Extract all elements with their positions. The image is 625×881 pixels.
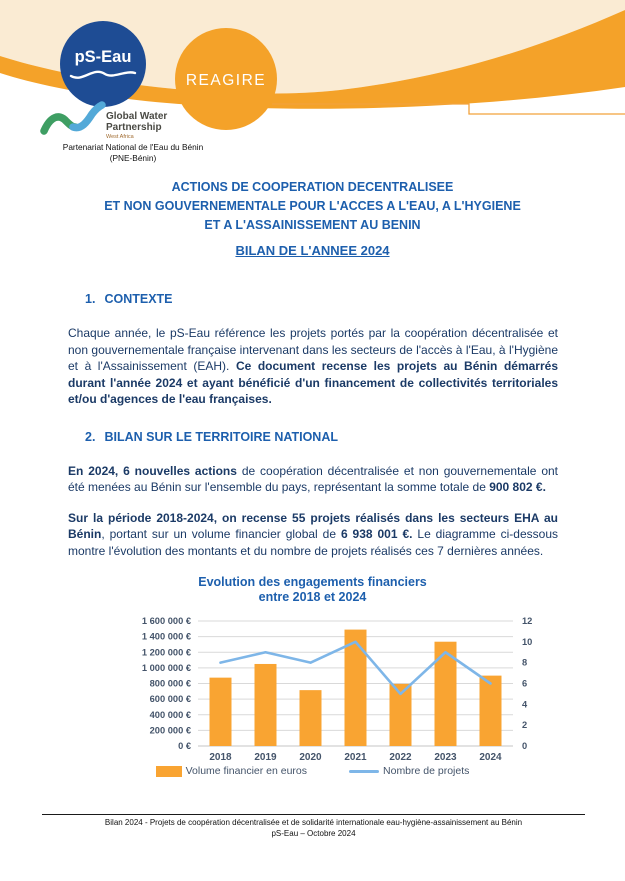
x-tick-label-2024: 2024: [478, 752, 502, 763]
y-left-tick-label: 200 000 €: [149, 725, 191, 736]
section-heading-bilan-national: [85, 430, 557, 444]
header-banner: [0, 0, 625, 170]
title-line-3: ET A L'ASSAINISSEMENT AU BENIN: [204, 218, 421, 232]
y-left-tick-label: 1 200 000 €: [141, 647, 191, 658]
reagire-logo-label: REAGIRE: [185, 72, 267, 89]
x-tick-label-2023: 2023: [433, 752, 457, 763]
gwp-name-line1: Global Water: [106, 111, 168, 122]
title-line-1: ACTIONS DE COOPERATION DECENTRALISEE: [171, 180, 454, 194]
y-left-tick-label: 0 €: [177, 741, 191, 751]
paragraph-periode-2018-2024: [68, 510, 558, 560]
y-right-tick-label: 6: [521, 678, 527, 689]
y-left-tick-label: 1 600 000 €: [141, 616, 191, 626]
legend-item-projets: [349, 765, 469, 777]
x-tick-label-2019: 2019: [253, 752, 277, 763]
y-right-tick-label: 4: [521, 699, 527, 710]
text-run-bold: 900 802 €.: [489, 480, 546, 494]
text-run: , portant sur un volume financier global de: [101, 527, 341, 541]
text-run-bold: 6 938 001 €.: [340, 527, 413, 541]
x-tick-label-2021: 2021: [343, 752, 367, 763]
page-footer: [42, 814, 585, 839]
text-run-bold: Sur la période 2018-2024, on recense 55 projets réalisés dans les secteurs EHA au Bénin: [68, 510, 558, 541]
chart-block: [0, 575, 625, 777]
paragraph-bilan-2024: [68, 463, 558, 496]
x-tick-label-2022: 2022: [388, 752, 412, 763]
chart-title-line-2: entre 2018 et 2024: [258, 590, 367, 604]
footer-line-1: Bilan 2024 - Projets de coopération décentralisée et de solidarité internationale eau-hygiène-assainissement au Bénin: [104, 818, 523, 827]
chart-legend: [0, 765, 625, 777]
bar-2018: [209, 678, 231, 746]
footer-line-2: pS-Eau – Octobre 2024: [271, 828, 356, 838]
legend-line-swatch-icon: [349, 770, 379, 773]
document-subtitle: BILAN DE L'ANNEE 2024: [235, 243, 390, 258]
section-heading-contexte: [85, 292, 557, 306]
section-label-1: CONTEXTE: [104, 292, 173, 306]
x-tick-label-2020: 2020: [298, 752, 322, 763]
x-tick-label-2018: 2018: [208, 752, 232, 763]
gwp-wave-blue-icon: [73, 105, 102, 128]
section-label-2: BILAN SUR LE TERRITOIRE NATIONAL: [104, 429, 339, 444]
text-run-bold: Ce document recense les projets au Bénin démarrés durant l'année 2024 et ayant bénéficié d'un financement de collectivités territoriales et/ou d'agences de l'eau françaises.: [68, 359, 558, 406]
legend-item-volume: [156, 765, 307, 777]
gwp-region-label: West Africa: [106, 134, 134, 140]
gwp-partner-line1: Partenariat National de l'Eau du Bénin: [62, 142, 204, 152]
y-left-tick-label: 800 000 €: [149, 678, 191, 689]
y-right-tick-label: 10: [521, 636, 532, 647]
y-right-tick-label: 0: [521, 741, 527, 751]
y-right-tick-label: 2: [521, 720, 527, 731]
gwp-partner-line2: (PNE-Bénin): [109, 153, 157, 163]
gwp-logo: [44, 105, 204, 163]
document-body: [0, 170, 625, 777]
y-left-tick-label: 600 000 €: [149, 694, 191, 705]
y-left-tick-label: 1 000 000 €: [141, 662, 191, 673]
chart-title: [0, 575, 625, 605]
text-run: Le diagramme ci-dessous montre l'évolution des montants et du nombre de projets réalisés ces 7 dernières années.: [68, 527, 558, 558]
gwp-name-line2: Partnership: [106, 122, 162, 133]
section-number-1: 1.: [85, 292, 96, 306]
title-line-2: ET NON GOUVERNEMENTALE POUR L'ACCES A L'EAU, A L'HYGIENE: [104, 199, 521, 213]
bar-2020: [299, 690, 321, 746]
legend-line-label: Nombre de projets: [383, 765, 470, 777]
legend-bar-label: Volume financier en euros: [185, 765, 308, 777]
bar-2019: [254, 664, 276, 746]
document-title: [0, 178, 625, 235]
combo-chart: [88, 611, 538, 763]
legend-bar-swatch-icon: [156, 766, 182, 777]
y-right-tick-label: 12: [521, 616, 532, 626]
bar-2024: [479, 676, 501, 746]
pseau-logo-label: pS-Eau: [74, 48, 132, 66]
text-run-bold: En 2024, 6 nouvelles actions: [68, 463, 237, 478]
bar-2021: [344, 630, 366, 746]
chart-title-line-1: Evolution des engagements financiers: [198, 575, 427, 589]
text-run: de coopération décentralisée et non gouvernementale ont été menées au Bénin sur l'ensemble du pays, représentant la somme totale de: [68, 463, 558, 494]
y-left-tick-label: 400 000 €: [149, 709, 191, 720]
section-number-2: 2.: [85, 429, 96, 444]
y-left-tick-label: 1 400 000 €: [141, 631, 191, 642]
y-right-tick-label: 8: [521, 657, 527, 668]
paragraph-contexte: [68, 325, 558, 408]
text-run: Chaque année, le pS-Eau référence les projets portés par la coopération décentralisée et non gouvernementale française intervenant dans les secteurs de l'accès à l'Eau, à l'Hygiène et à l'Assainissement (EAH).: [68, 326, 558, 373]
